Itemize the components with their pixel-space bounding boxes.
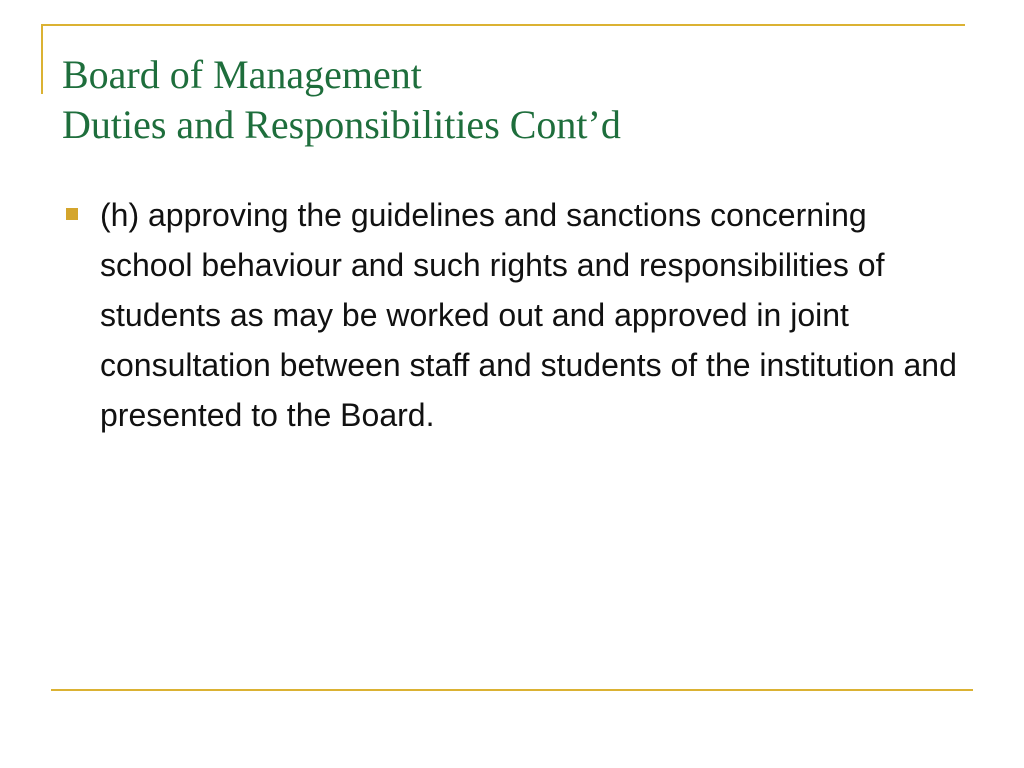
bullet-text: (h) approving the guidelines and sanctions concerning school behaviour and such rights and responsibilities of students as may be worked out and approved in joint consultation between staff and students of the institution and presented to the Board. — [100, 197, 957, 433]
bottom-accent-rule — [51, 689, 973, 691]
bullet-item — [62, 190, 962, 440]
left-accent-rule — [41, 24, 43, 94]
slide-title-line-2: Duties and Responsibilities Cont’d — [62, 102, 621, 147]
bullet-list — [62, 190, 962, 440]
slide-title-line-1: Board of Management — [62, 52, 422, 97]
square-bullet-icon — [66, 208, 78, 220]
top-accent-rule — [41, 24, 965, 26]
slide-title — [62, 50, 962, 150]
